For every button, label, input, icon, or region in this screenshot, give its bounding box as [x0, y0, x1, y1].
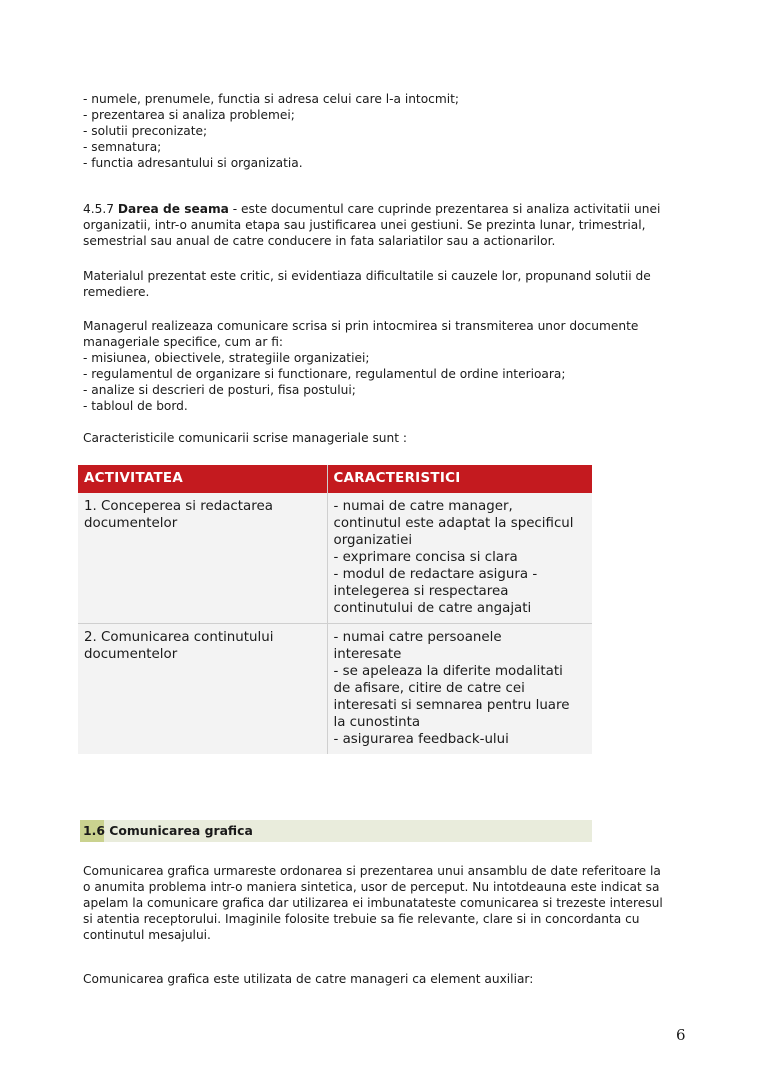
paragraph-line: organizatii, intr-o anumita etapa sau justificarea unei gestiuni. Se prezinta lunar, trimestrial,	[83, 218, 646, 232]
top-list	[83, 91, 683, 171]
paragraph-line: Comunicarea grafica urmareste ordonarea si prezentarea unui ansamblu de date referitoare la	[83, 864, 661, 878]
list-item: - tabloul de bord.	[83, 399, 188, 413]
table-cell-activity: 1. Conceperea si redactarea documentelor	[78, 493, 327, 624]
paragraph-line: semestrial sau anual de catre conducere in fata salariatilor sau a actionarilor.	[83, 234, 556, 248]
section-number: 1.6	[83, 823, 105, 838]
table-cell-details: - numai de catre manager, continutul este adaptat la specificul organizatiei - exprimare concisa si clara - modul de redactare asigura - intelegerea si respectarea continutului de catre angajati	[327, 493, 592, 624]
paragraph-line: Materialul prezentat este critic, si evidentiaza dificultatile si cauzele lor, propunand solutii de	[83, 269, 651, 283]
paragraph-line: Managerul realizeaza comunicare scrisa si prin intocmirea si transmiterea unor documente	[83, 319, 639, 333]
paragraph-line: - este documentul care cuprinde prezentarea si analiza activitatii unei	[228, 202, 661, 216]
table-header-row	[78, 465, 592, 493]
table-row	[78, 493, 592, 624]
list-item: - solutii preconizate;	[83, 124, 208, 138]
paragraph-manager	[83, 318, 683, 414]
list-item: - prezentarea si analiza problemei;	[83, 108, 295, 122]
paragraph-line: apelam la comunicare grafica dar utilizarea ei imbunatateste comunicarea si trezeste interesul	[83, 896, 663, 910]
paragraph-auxiliar: Comunicarea grafica este utilizata de catre manageri ca element auxiliar:	[83, 972, 534, 986]
list-item: - regulamentul de organizare si functionare, regulamentul de ordine interioara;	[83, 367, 566, 381]
list-item: - misiunea, obiectivele, strategiile organizatiei;	[83, 351, 370, 365]
paragraph-material	[83, 268, 683, 300]
section-heading-bar	[80, 820, 592, 842]
table-header-caracteristici: CARACTERISTICI	[327, 465, 592, 493]
paragraph-line: continutul mesajului.	[83, 928, 211, 942]
list-item: - analize si descrieri de posturi, fisa postului;	[83, 383, 356, 397]
characteristics-table	[78, 465, 592, 754]
page-number: 6	[676, 1026, 686, 1044]
table-header-activitatea: ACTIVITATEA	[78, 465, 327, 493]
paragraph-line: o anumita problema intr-o maniera sintetica, usor de perceput. Nu intotdeauna este indicat sa	[83, 880, 660, 894]
paragraph-grafica	[83, 863, 683, 943]
section-number: 4.5.7	[83, 202, 115, 216]
caracteristici-intro: Caracteristicile comunicarii scrise manageriale sunt :	[83, 431, 407, 445]
section-title: Comunicarea grafica	[109, 823, 253, 838]
paragraph-line: manageriale specifice, cum ar fi:	[83, 335, 283, 349]
paragraph-line: remediere.	[83, 285, 150, 299]
table-row	[78, 624, 592, 755]
table-cell-activity: 2. Comunicarea continutului documentelor	[78, 624, 327, 755]
list-item: - semnatura;	[83, 140, 162, 154]
table-cell-details: - numai catre persoanele interesate - se apeleaza la diferite modalitati de afisare, citire de catre cei interesati si semnarea pentru luare la cunostinta - asigurarea feedback-ului	[327, 624, 592, 755]
list-item: - numele, prenumele, functia si adresa celui care l-a intocmit;	[83, 92, 460, 106]
paragraph-line: si atentia receptorului. Imaginile folosite trebuie sa fie relevante, clare si in concordanta cu	[83, 912, 640, 926]
paragraph-darea-de-seama	[83, 201, 683, 249]
section-term: Darea de seama	[117, 202, 229, 216]
list-item: - functia adresantului si organizatia.	[83, 156, 303, 170]
